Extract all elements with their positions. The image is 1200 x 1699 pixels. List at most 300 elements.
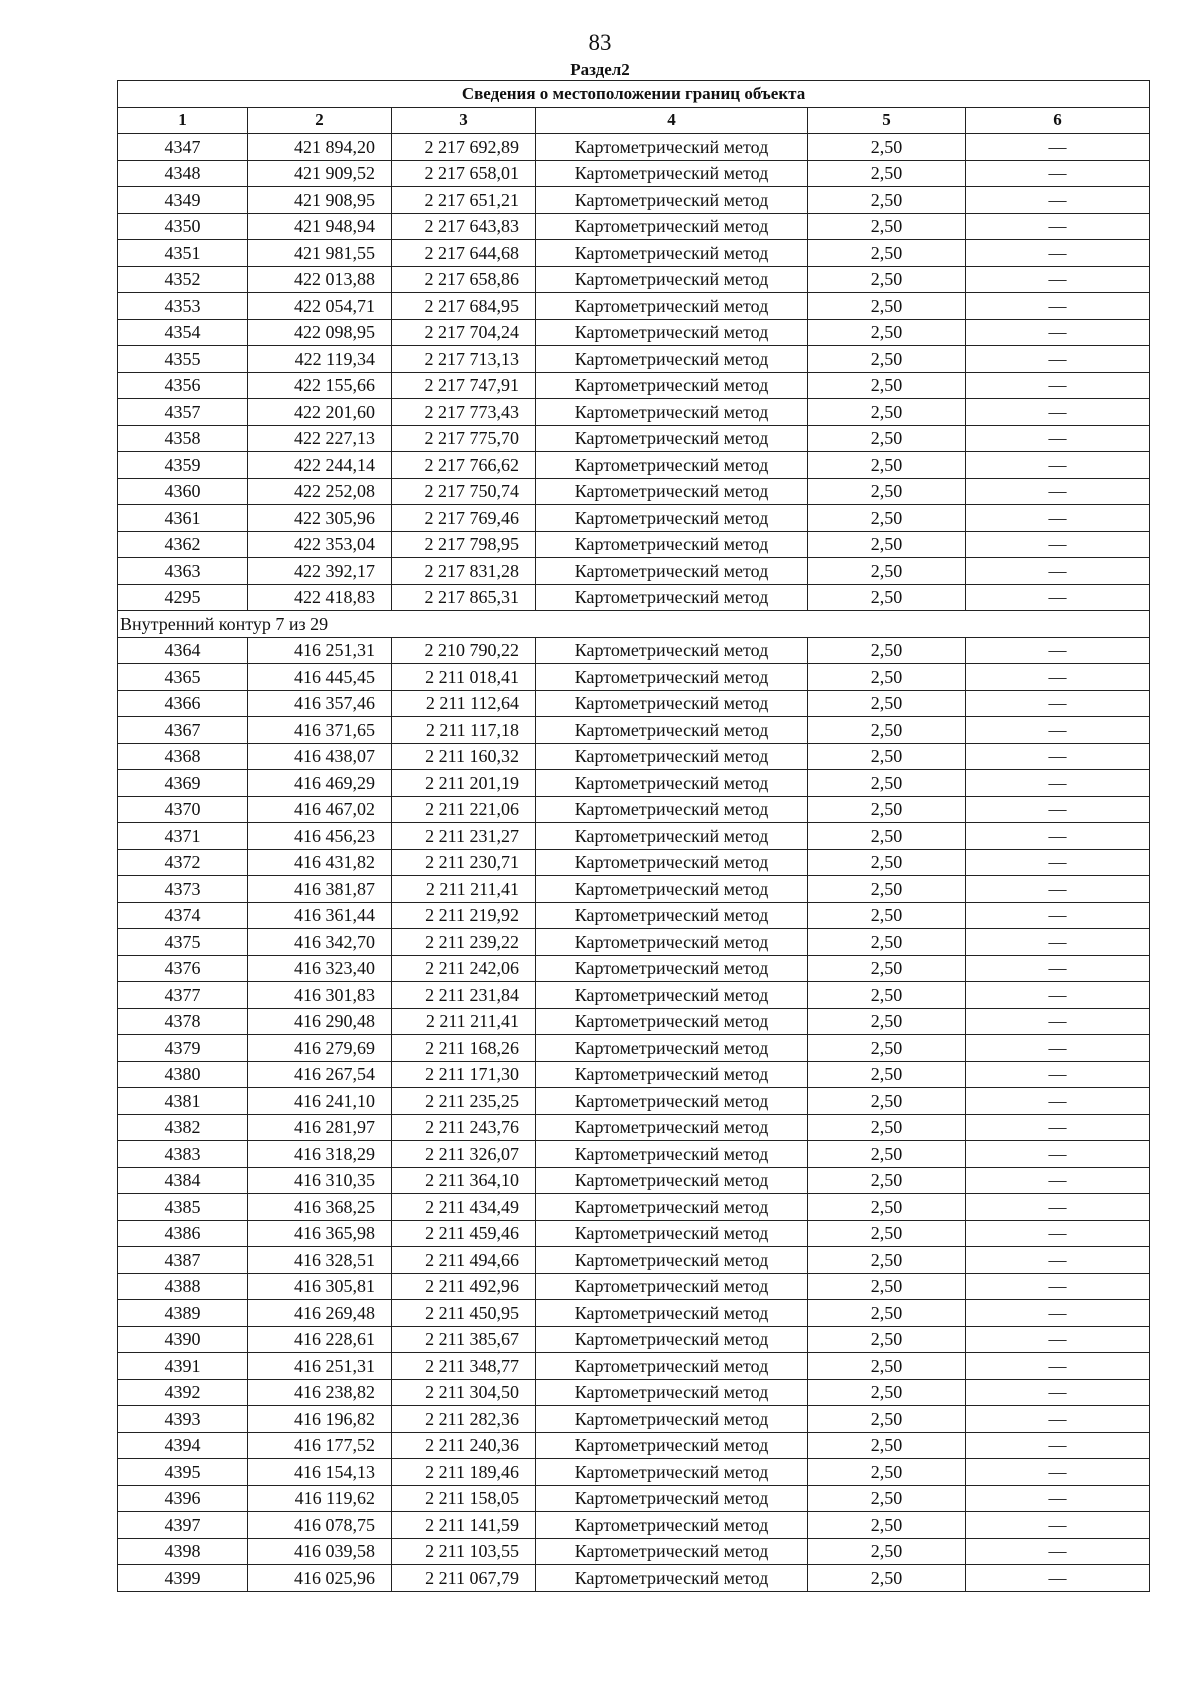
x-coordinate-cell: 416 290,48 bbox=[248, 1008, 392, 1035]
point-number-cell: 4378 bbox=[118, 1008, 248, 1035]
y-coordinate-cell: 2 211 242,06 bbox=[392, 955, 536, 982]
y-coordinate-cell: 2 211 201,19 bbox=[392, 770, 536, 797]
method-cell: Картометрический метод bbox=[536, 558, 808, 585]
description-cell: — bbox=[966, 690, 1150, 717]
x-coordinate-cell: 421 908,95 bbox=[248, 187, 392, 214]
method-cell: Картометрический метод bbox=[536, 1273, 808, 1300]
table-row bbox=[118, 1353, 1150, 1380]
description-cell: — bbox=[966, 346, 1150, 373]
x-coordinate-cell: 416 318,29 bbox=[248, 1141, 392, 1168]
x-coordinate-cell: 416 445,45 bbox=[248, 664, 392, 691]
point-number-cell: 4368 bbox=[118, 743, 248, 770]
column-header-1: 1 bbox=[118, 107, 248, 134]
description-cell: — bbox=[966, 1512, 1150, 1539]
accuracy-cell: 2,50 bbox=[808, 319, 966, 346]
contour-label: Внутренний контур 7 из 29 bbox=[118, 611, 1150, 638]
accuracy-cell: 2,50 bbox=[808, 1459, 966, 1486]
x-coordinate-cell: 416 328,51 bbox=[248, 1247, 392, 1274]
accuracy-cell: 2,50 bbox=[808, 452, 966, 479]
accuracy-cell: 2,50 bbox=[808, 1061, 966, 1088]
accuracy-cell: 2,50 bbox=[808, 399, 966, 426]
accuracy-cell: 2,50 bbox=[808, 1565, 966, 1592]
y-coordinate-cell: 2 211 494,66 bbox=[392, 1247, 536, 1274]
y-coordinate-cell: 2 211 231,27 bbox=[392, 823, 536, 850]
y-coordinate-cell: 2 217 769,46 bbox=[392, 505, 536, 532]
accuracy-cell: 2,50 bbox=[808, 1247, 966, 1274]
point-number-cell: 4366 bbox=[118, 690, 248, 717]
description-cell: — bbox=[966, 876, 1150, 903]
y-coordinate-cell: 2 211 189,46 bbox=[392, 1459, 536, 1486]
x-coordinate-cell: 416 039,58 bbox=[248, 1538, 392, 1565]
table-row bbox=[118, 584, 1150, 611]
table-row bbox=[118, 240, 1150, 267]
x-coordinate-cell: 422 305,96 bbox=[248, 505, 392, 532]
description-cell: — bbox=[966, 505, 1150, 532]
point-number-cell: 4374 bbox=[118, 902, 248, 929]
method-cell: Картометрический метод bbox=[536, 902, 808, 929]
x-coordinate-cell: 416 361,44 bbox=[248, 902, 392, 929]
description-cell: — bbox=[966, 531, 1150, 558]
description-cell: — bbox=[966, 1061, 1150, 1088]
accuracy-cell: 2,50 bbox=[808, 1512, 966, 1539]
x-coordinate-cell: 416 241,10 bbox=[248, 1088, 392, 1115]
point-number-cell: 4377 bbox=[118, 982, 248, 1009]
point-number-cell: 4360 bbox=[118, 478, 248, 505]
table-row bbox=[118, 372, 1150, 399]
y-coordinate-cell: 2 217 831,28 bbox=[392, 558, 536, 585]
table-row bbox=[118, 399, 1150, 426]
point-number-cell: 4376 bbox=[118, 955, 248, 982]
x-coordinate-cell: 421 909,52 bbox=[248, 160, 392, 187]
description-cell: — bbox=[966, 213, 1150, 240]
x-coordinate-cell: 416 301,83 bbox=[248, 982, 392, 1009]
y-coordinate-cell: 2 217 773,43 bbox=[392, 399, 536, 426]
table-row bbox=[118, 637, 1150, 664]
x-coordinate-cell: 416 269,48 bbox=[248, 1300, 392, 1327]
method-cell: Картометрический метод bbox=[536, 266, 808, 293]
table-row bbox=[118, 1565, 1150, 1592]
point-number-cell: 4393 bbox=[118, 1406, 248, 1433]
accuracy-cell: 2,50 bbox=[808, 1406, 966, 1433]
point-number-cell: 4347 bbox=[118, 134, 248, 161]
y-coordinate-cell: 2 211 219,92 bbox=[392, 902, 536, 929]
description-cell: — bbox=[966, 266, 1150, 293]
accuracy-cell: 2,50 bbox=[808, 876, 966, 903]
y-coordinate-cell: 2 217 750,74 bbox=[392, 478, 536, 505]
table-row bbox=[118, 505, 1150, 532]
point-number-cell: 4386 bbox=[118, 1220, 248, 1247]
x-coordinate-cell: 422 098,95 bbox=[248, 319, 392, 346]
y-coordinate-cell: 2 211 450,95 bbox=[392, 1300, 536, 1327]
point-number-cell: 4348 bbox=[118, 160, 248, 187]
point-number-cell: 4352 bbox=[118, 266, 248, 293]
description-cell: — bbox=[966, 955, 1150, 982]
accuracy-cell: 2,50 bbox=[808, 955, 966, 982]
method-cell: Картометрический метод bbox=[536, 372, 808, 399]
x-coordinate-cell: 422 392,17 bbox=[248, 558, 392, 585]
x-coordinate-cell: 416 267,54 bbox=[248, 1061, 392, 1088]
point-number-cell: 4361 bbox=[118, 505, 248, 532]
method-cell: Картометрический метод bbox=[536, 876, 808, 903]
x-coordinate-cell: 416 365,98 bbox=[248, 1220, 392, 1247]
y-coordinate-cell: 2 211 304,50 bbox=[392, 1379, 536, 1406]
accuracy-cell: 2,50 bbox=[808, 240, 966, 267]
table-row bbox=[118, 160, 1150, 187]
point-number-cell: 4349 bbox=[118, 187, 248, 214]
method-cell: Картометрический метод bbox=[536, 1485, 808, 1512]
table-row bbox=[118, 1088, 1150, 1115]
point-number-cell: 4375 bbox=[118, 929, 248, 956]
table-row bbox=[118, 902, 1150, 929]
y-coordinate-cell: 2 211 112,64 bbox=[392, 690, 536, 717]
description-cell: — bbox=[966, 1008, 1150, 1035]
method-cell: Картометрический метод bbox=[536, 1141, 808, 1168]
accuracy-cell: 2,50 bbox=[808, 849, 966, 876]
method-cell: Картометрический метод bbox=[536, 1300, 808, 1327]
point-number-cell: 4398 bbox=[118, 1538, 248, 1565]
description-cell: — bbox=[966, 1167, 1150, 1194]
table-row bbox=[118, 1035, 1150, 1062]
method-cell: Картометрический метод bbox=[536, 955, 808, 982]
table-row bbox=[118, 929, 1150, 956]
y-coordinate-cell: 2 217 747,91 bbox=[392, 372, 536, 399]
y-coordinate-cell: 2 217 644,68 bbox=[392, 240, 536, 267]
point-number-cell: 4396 bbox=[118, 1485, 248, 1512]
accuracy-cell: 2,50 bbox=[808, 1141, 966, 1168]
x-coordinate-cell: 416 431,82 bbox=[248, 849, 392, 876]
point-number-cell: 4371 bbox=[118, 823, 248, 850]
table-row bbox=[118, 1247, 1150, 1274]
description-cell: — bbox=[966, 425, 1150, 452]
table-row bbox=[118, 266, 1150, 293]
description-cell: — bbox=[966, 1353, 1150, 1380]
x-coordinate-cell: 416 196,82 bbox=[248, 1406, 392, 1433]
method-cell: Картометрический метод bbox=[536, 1088, 808, 1115]
accuracy-cell: 2,50 bbox=[808, 505, 966, 532]
description-cell: — bbox=[966, 1273, 1150, 1300]
description-cell: — bbox=[966, 1538, 1150, 1565]
point-number-cell: 4355 bbox=[118, 346, 248, 373]
x-coordinate-cell: 422 119,34 bbox=[248, 346, 392, 373]
point-number-cell: 4395 bbox=[118, 1459, 248, 1486]
method-cell: Картометрический метод bbox=[536, 1432, 808, 1459]
point-number-cell: 4369 bbox=[118, 770, 248, 797]
description-cell: — bbox=[966, 160, 1150, 187]
x-coordinate-cell: 422 252,08 bbox=[248, 478, 392, 505]
x-coordinate-cell: 416 305,81 bbox=[248, 1273, 392, 1300]
x-coordinate-cell: 416 368,25 bbox=[248, 1194, 392, 1221]
table-row bbox=[118, 1512, 1150, 1539]
method-cell: Картометрический метод bbox=[536, 1538, 808, 1565]
method-cell: Картометрический метод bbox=[536, 1247, 808, 1274]
table-row bbox=[118, 531, 1150, 558]
method-cell: Картометрический метод bbox=[536, 1008, 808, 1035]
description-cell: — bbox=[966, 1406, 1150, 1433]
x-coordinate-cell: 416 469,29 bbox=[248, 770, 392, 797]
method-cell: Картометрический метод bbox=[536, 849, 808, 876]
y-coordinate-cell: 2 217 643,83 bbox=[392, 213, 536, 240]
y-coordinate-cell: 2 211 168,26 bbox=[392, 1035, 536, 1062]
method-cell: Картометрический метод bbox=[536, 478, 808, 505]
accuracy-cell: 2,50 bbox=[808, 134, 966, 161]
description-cell: — bbox=[966, 717, 1150, 744]
description-cell: — bbox=[966, 240, 1150, 267]
y-coordinate-cell: 2 217 865,31 bbox=[392, 584, 536, 611]
point-number-cell: 4392 bbox=[118, 1379, 248, 1406]
description-cell: — bbox=[966, 1300, 1150, 1327]
x-coordinate-cell: 416 342,70 bbox=[248, 929, 392, 956]
y-coordinate-cell: 2 217 692,89 bbox=[392, 134, 536, 161]
x-coordinate-cell: 416 238,82 bbox=[248, 1379, 392, 1406]
point-number-cell: 4358 bbox=[118, 425, 248, 452]
page-number: 83 bbox=[588, 30, 612, 55]
point-number-cell: 4367 bbox=[118, 717, 248, 744]
description-cell: — bbox=[966, 1194, 1150, 1221]
y-coordinate-cell: 2 211 243,76 bbox=[392, 1114, 536, 1141]
description-cell: — bbox=[966, 1035, 1150, 1062]
y-coordinate-cell: 2 217 651,21 bbox=[392, 187, 536, 214]
x-coordinate-cell: 422 054,71 bbox=[248, 293, 392, 320]
accuracy-cell: 2,50 bbox=[808, 1273, 966, 1300]
accuracy-cell: 2,50 bbox=[808, 1353, 966, 1380]
accuracy-cell: 2,50 bbox=[808, 213, 966, 240]
table-row bbox=[118, 319, 1150, 346]
point-number-cell: 4391 bbox=[118, 1353, 248, 1380]
point-number-cell: 4385 bbox=[118, 1194, 248, 1221]
method-cell: Картометрический метод bbox=[536, 717, 808, 744]
y-coordinate-cell: 2 217 766,62 bbox=[392, 452, 536, 479]
method-cell: Картометрический метод bbox=[536, 425, 808, 452]
y-coordinate-cell: 2 211 364,10 bbox=[392, 1167, 536, 1194]
accuracy-cell: 2,50 bbox=[808, 982, 966, 1009]
description-cell: — bbox=[966, 982, 1150, 1009]
method-cell: Картометрический метод bbox=[536, 637, 808, 664]
description-cell: — bbox=[966, 929, 1150, 956]
x-coordinate-cell: 421 981,55 bbox=[248, 240, 392, 267]
point-number-cell: 4383 bbox=[118, 1141, 248, 1168]
method-cell: Картометрический метод bbox=[536, 1353, 808, 1380]
x-coordinate-cell: 416 310,35 bbox=[248, 1167, 392, 1194]
description-cell: — bbox=[966, 452, 1150, 479]
point-number-cell: 4373 bbox=[118, 876, 248, 903]
method-cell: Картометрический метод bbox=[536, 1035, 808, 1062]
y-coordinate-cell: 2 211 459,46 bbox=[392, 1220, 536, 1247]
y-coordinate-cell: 2 210 790,22 bbox=[392, 637, 536, 664]
x-coordinate-cell: 416 467,02 bbox=[248, 796, 392, 823]
accuracy-cell: 2,50 bbox=[808, 1194, 966, 1221]
accuracy-cell: 2,50 bbox=[808, 372, 966, 399]
description-cell: — bbox=[966, 1114, 1150, 1141]
table-row bbox=[118, 1459, 1150, 1486]
x-coordinate-cell: 422 244,14 bbox=[248, 452, 392, 479]
table-row bbox=[118, 717, 1150, 744]
table-row bbox=[118, 982, 1150, 1009]
point-number-cell: 4379 bbox=[118, 1035, 248, 1062]
description-cell: — bbox=[966, 1459, 1150, 1486]
point-number-cell: 4390 bbox=[118, 1326, 248, 1353]
point-number-cell: 4356 bbox=[118, 372, 248, 399]
x-coordinate-cell: 422 418,83 bbox=[248, 584, 392, 611]
column-header-4: 4 bbox=[536, 107, 808, 134]
y-coordinate-cell: 2 211 117,18 bbox=[392, 717, 536, 744]
accuracy-cell: 2,50 bbox=[808, 1300, 966, 1327]
table-row bbox=[118, 187, 1150, 214]
description-cell: — bbox=[966, 849, 1150, 876]
description-cell: — bbox=[966, 902, 1150, 929]
method-cell: Картометрический метод bbox=[536, 982, 808, 1009]
accuracy-cell: 2,50 bbox=[808, 1008, 966, 1035]
method-cell: Картометрический метод bbox=[536, 796, 808, 823]
method-cell: Картометрический метод bbox=[536, 452, 808, 479]
x-coordinate-cell: 416 357,46 bbox=[248, 690, 392, 717]
method-cell: Картометрический метод bbox=[536, 319, 808, 346]
description-cell: — bbox=[966, 558, 1150, 585]
accuracy-cell: 2,50 bbox=[808, 266, 966, 293]
method-cell: Картометрический метод bbox=[536, 505, 808, 532]
x-coordinate-cell: 422 201,60 bbox=[248, 399, 392, 426]
x-coordinate-cell: 416 323,40 bbox=[248, 955, 392, 982]
y-coordinate-cell: 2 211 211,41 bbox=[392, 1008, 536, 1035]
y-coordinate-cell: 2 211 385,67 bbox=[392, 1326, 536, 1353]
y-coordinate-cell: 2 211 067,79 bbox=[392, 1565, 536, 1592]
section-title: Раздел2 bbox=[570, 60, 630, 79]
x-coordinate-cell: 416 281,97 bbox=[248, 1114, 392, 1141]
method-cell: Картометрический метод bbox=[536, 134, 808, 161]
x-coordinate-cell: 416 177,52 bbox=[248, 1432, 392, 1459]
point-number-cell: 4351 bbox=[118, 240, 248, 267]
x-coordinate-cell: 416 154,13 bbox=[248, 1459, 392, 1486]
y-coordinate-cell: 2 211 230,71 bbox=[392, 849, 536, 876]
accuracy-cell: 2,50 bbox=[808, 717, 966, 744]
table-row bbox=[118, 452, 1150, 479]
point-number-cell: 4353 bbox=[118, 293, 248, 320]
x-coordinate-cell: 416 279,69 bbox=[248, 1035, 392, 1062]
accuracy-cell: 2,50 bbox=[808, 664, 966, 691]
table-body bbox=[118, 134, 1150, 1592]
table-caption-row bbox=[118, 81, 1150, 108]
x-coordinate-cell: 416 456,23 bbox=[248, 823, 392, 850]
method-cell: Картометрический метод bbox=[536, 399, 808, 426]
column-header-3: 3 bbox=[392, 107, 536, 134]
table-row bbox=[118, 1406, 1150, 1433]
y-coordinate-cell: 2 217 775,70 bbox=[392, 425, 536, 452]
method-cell: Картометрический метод bbox=[536, 929, 808, 956]
accuracy-cell: 2,50 bbox=[808, 902, 966, 929]
accuracy-cell: 2,50 bbox=[808, 346, 966, 373]
y-coordinate-cell: 2 211 282,36 bbox=[392, 1406, 536, 1433]
method-cell: Картометрический метод bbox=[536, 1194, 808, 1221]
table-row bbox=[118, 1114, 1150, 1141]
description-cell: — bbox=[966, 770, 1150, 797]
accuracy-cell: 2,50 bbox=[808, 160, 966, 187]
accuracy-cell: 2,50 bbox=[808, 1035, 966, 1062]
accuracy-cell: 2,50 bbox=[808, 1379, 966, 1406]
point-number-cell: 4384 bbox=[118, 1167, 248, 1194]
method-cell: Картометрический метод bbox=[536, 770, 808, 797]
table-row bbox=[118, 346, 1150, 373]
y-coordinate-cell: 2 217 684,95 bbox=[392, 293, 536, 320]
x-coordinate-cell: 416 251,31 bbox=[248, 637, 392, 664]
point-number-cell: 4362 bbox=[118, 531, 248, 558]
point-number-cell: 4295 bbox=[118, 584, 248, 611]
accuracy-cell: 2,50 bbox=[808, 1167, 966, 1194]
y-coordinate-cell: 2 211 171,30 bbox=[392, 1061, 536, 1088]
accuracy-cell: 2,50 bbox=[808, 425, 966, 452]
y-coordinate-cell: 2 211 231,84 bbox=[392, 982, 536, 1009]
description-cell: — bbox=[966, 1220, 1150, 1247]
column-header-row bbox=[118, 107, 1150, 134]
accuracy-cell: 2,50 bbox=[808, 1326, 966, 1353]
description-cell: — bbox=[966, 134, 1150, 161]
accuracy-cell: 2,50 bbox=[808, 1220, 966, 1247]
x-coordinate-cell: 416 025,96 bbox=[248, 1565, 392, 1592]
point-number-cell: 4365 bbox=[118, 664, 248, 691]
description-cell: — bbox=[966, 319, 1150, 346]
y-coordinate-cell: 2 211 158,05 bbox=[392, 1485, 536, 1512]
boundary-coordinates-table bbox=[117, 80, 1150, 1592]
y-coordinate-cell: 2 211 211,41 bbox=[392, 876, 536, 903]
method-cell: Картометрический метод bbox=[536, 584, 808, 611]
table-row bbox=[118, 1061, 1150, 1088]
table-row bbox=[118, 1220, 1150, 1247]
accuracy-cell: 2,50 bbox=[808, 531, 966, 558]
description-cell: — bbox=[966, 584, 1150, 611]
x-coordinate-cell: 416 078,75 bbox=[248, 1512, 392, 1539]
description-cell: — bbox=[966, 1432, 1150, 1459]
table-row bbox=[118, 558, 1150, 585]
point-number-cell: 4380 bbox=[118, 1061, 248, 1088]
x-coordinate-cell: 422 353,04 bbox=[248, 531, 392, 558]
table-row bbox=[118, 690, 1150, 717]
description-cell: — bbox=[966, 1247, 1150, 1274]
accuracy-cell: 2,50 bbox=[808, 690, 966, 717]
method-cell: Картометрический метод bbox=[536, 240, 808, 267]
method-cell: Картометрический метод bbox=[536, 1167, 808, 1194]
description-cell: — bbox=[966, 796, 1150, 823]
point-number-cell: 4397 bbox=[118, 1512, 248, 1539]
column-header-2: 2 bbox=[248, 107, 392, 134]
y-coordinate-cell: 2 211 221,06 bbox=[392, 796, 536, 823]
description-cell: — bbox=[966, 187, 1150, 214]
method-cell: Картометрический метод bbox=[536, 664, 808, 691]
method-cell: Картометрический метод bbox=[536, 213, 808, 240]
y-coordinate-cell: 2 211 018,41 bbox=[392, 664, 536, 691]
method-cell: Картометрический метод bbox=[536, 1114, 808, 1141]
y-coordinate-cell: 2 211 240,36 bbox=[392, 1432, 536, 1459]
point-number-cell: 4350 bbox=[118, 213, 248, 240]
description-cell: — bbox=[966, 372, 1150, 399]
accuracy-cell: 2,50 bbox=[808, 293, 966, 320]
table-row bbox=[118, 1008, 1150, 1035]
table-row bbox=[118, 1538, 1150, 1565]
x-coordinate-cell: 416 119,62 bbox=[248, 1485, 392, 1512]
method-cell: Картометрический метод bbox=[536, 1459, 808, 1486]
table-row bbox=[118, 1485, 1150, 1512]
table-row bbox=[118, 134, 1150, 161]
y-coordinate-cell: 2 217 798,95 bbox=[392, 531, 536, 558]
y-coordinate-cell: 2 211 141,59 bbox=[392, 1512, 536, 1539]
accuracy-cell: 2,50 bbox=[808, 1088, 966, 1115]
method-cell: Картометрический метод bbox=[536, 690, 808, 717]
table-row bbox=[118, 1167, 1150, 1194]
x-coordinate-cell: 422 013,88 bbox=[248, 266, 392, 293]
y-coordinate-cell: 2 211 239,22 bbox=[392, 929, 536, 956]
description-cell: — bbox=[966, 637, 1150, 664]
method-cell: Картометрический метод bbox=[536, 531, 808, 558]
point-number-cell: 4357 bbox=[118, 399, 248, 426]
y-coordinate-cell: 2 211 348,77 bbox=[392, 1353, 536, 1380]
description-cell: — bbox=[966, 1379, 1150, 1406]
